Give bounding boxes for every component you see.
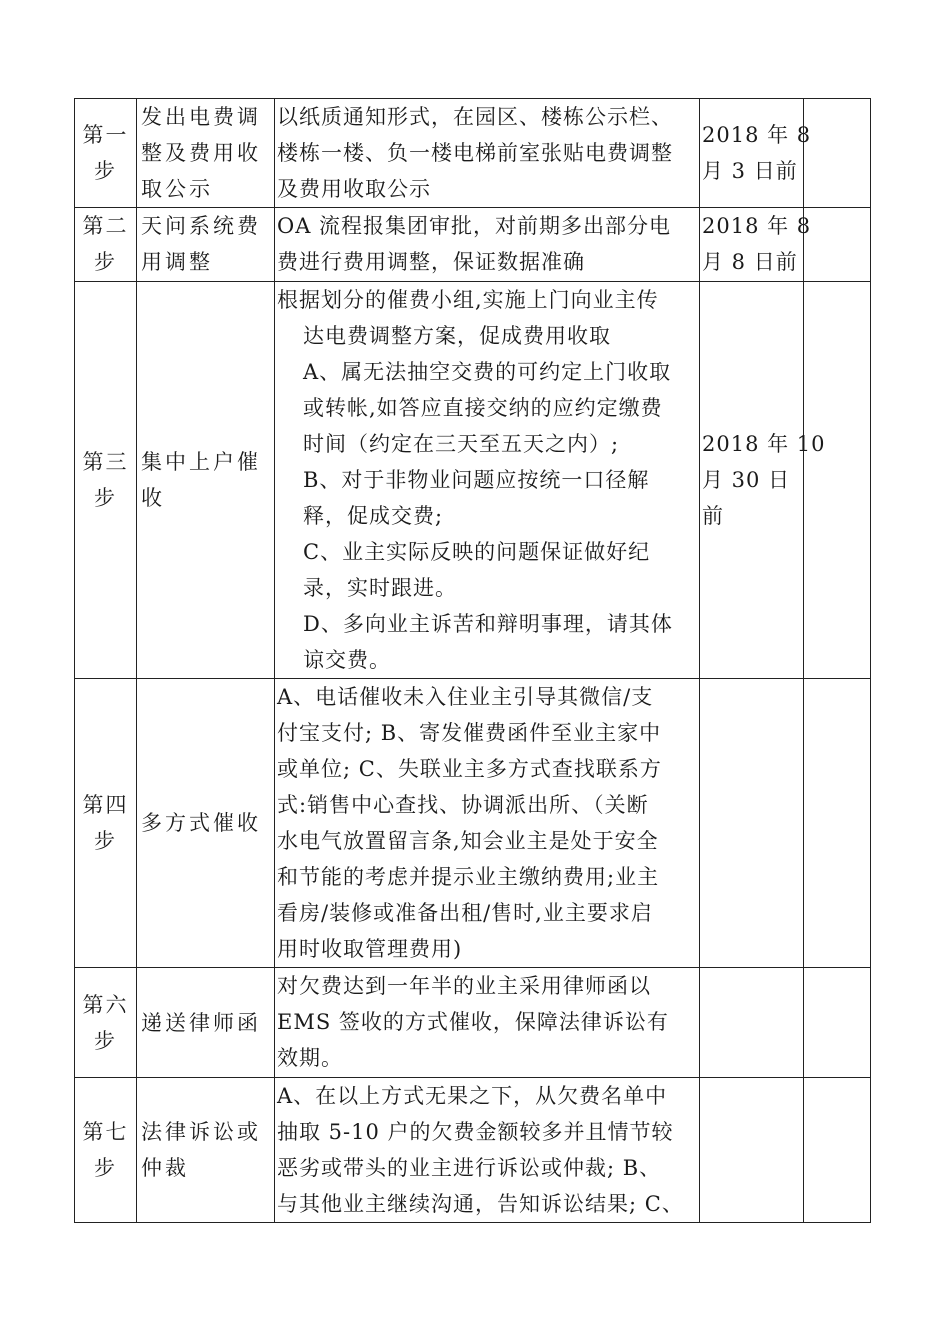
remark-cell [804,968,871,1078]
content-cell: 以纸质通知形式，在园区、楼栋公示栏、 楼栋一楼、负一楼电梯前室张贴电费调整 及费用收取公示 [275,99,700,208]
remark-cell [804,99,871,208]
task-cell: 法律诉讼或 仲裁 [137,1078,275,1223]
table-row [75,99,871,208]
remark-cell [804,282,871,679]
deadline-cell [700,679,804,968]
task-cell: 发出电费调 整及费用收 取公示 [137,99,275,208]
step-cell: 第二 步 [75,208,137,282]
step-cell: 第六 步 [75,968,137,1078]
table-row [75,282,871,679]
task-cell: 多方式催收 [137,679,275,968]
step-cell: 第三 步 [75,282,137,679]
task-cell: 天问系统费 用调整 [137,208,275,282]
table-row [75,1078,871,1223]
remark-cell [804,208,871,282]
deadline-cell: 2018 年 8 月 3 日前 [700,99,804,208]
step-cell: 第一 步 [75,99,137,208]
remark-cell [804,679,871,968]
deadline-cell: 2018 年 8 月 8 日前 [700,208,804,282]
deadline-cell [700,968,804,1078]
step-table [74,98,871,1223]
deadline-cell: 2018 年 10 月 30 日 前 [700,282,804,679]
step-cell: 第四 步 [75,679,137,968]
deadline-cell [700,1078,804,1223]
content-cell: A、在以上方式无果之下，从欠费名单中 抽取 5-10 户的欠费金额较多并且情节较 恶劣或带头的业主进行诉讼或仲裁; B、 与其他业主继续沟通，告知诉讼结果; C、 [275,1078,700,1223]
task-cell: 集中上户催 收 [137,282,275,679]
task-cell: 递送律师函 [137,968,275,1078]
step-cell: 第七 步 [75,1078,137,1223]
content-cell: 根据划分的催费小组,实施上门向业主传 达电费调整方案，促成费用收取 A、属无法抽空交费的可约定上门收取 或转帐,如答应直接交纳的应约定缴费 时间（约定在三天至五天之内）; B、对于非物业问题应按统一口径解 释，促成交费; C、业主实际反映的问题保证做好纪 录，实时跟进。 D、多向业主诉苦和辩明事理，请其体 谅交费。 [275,282,700,679]
content-cell: 对欠费达到一年半的业主采用律师函以 EMS 签收的方式催收，保障法律诉讼有 效期。 [275,968,700,1078]
table-row [75,679,871,968]
content-cell: OA 流程报集团审批，对前期多出部分电 费进行费用调整，保证数据准确 [275,208,700,282]
table-row [75,208,871,282]
remark-cell [804,1078,871,1223]
content-cell: A、电话催收未入住业主引导其微信/支 付宝支付; B、寄发催费函件至业主家中 或单位; C、失联业主多方式查找联系方 式:销售中心查找、协调派出所、（关断 水电气放置留言条,知会业主是处于安全 和节能的考虑并提示业主缴纳费用;业主 看房/装修或准备出租/售时,业主要求启 用时收取管理费用) [275,679,700,968]
table-row [75,968,871,1078]
